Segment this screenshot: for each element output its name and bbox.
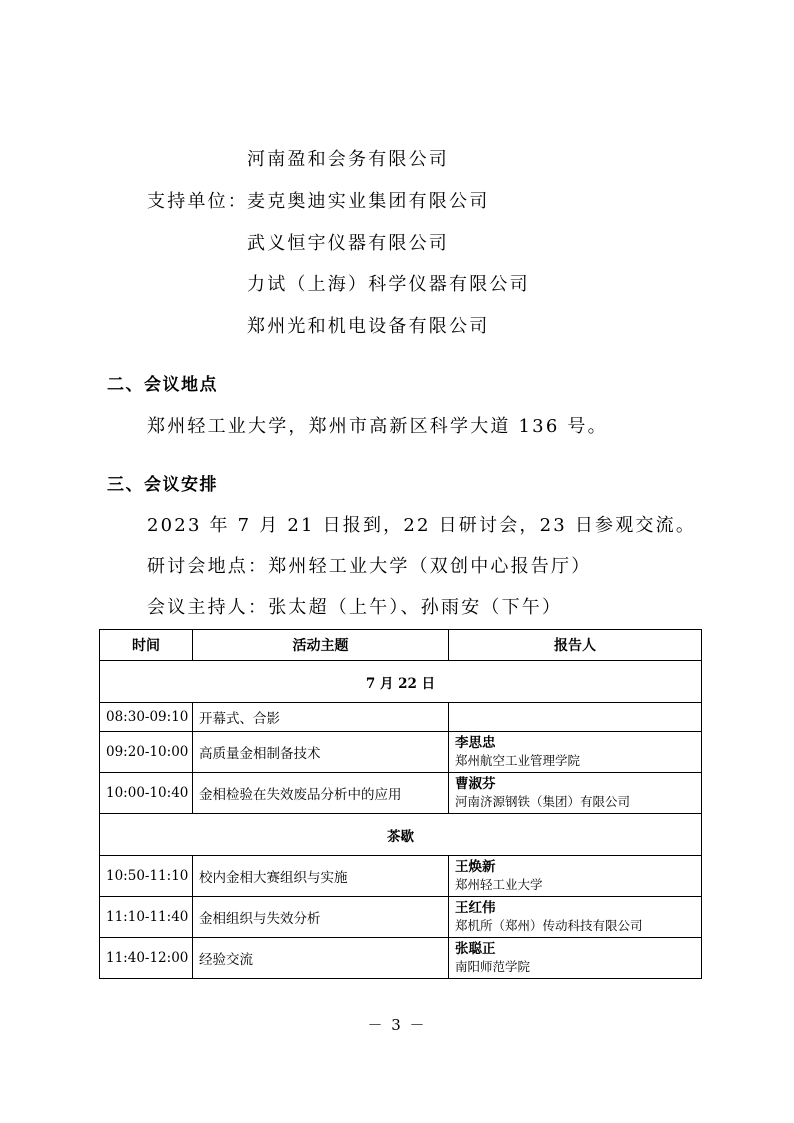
- day-label: 7 月 22 日: [100, 661, 702, 703]
- session-time: 08:30-09:10: [100, 703, 193, 732]
- support-label: 支持单位：: [147, 191, 248, 212]
- speaker-name: 张聪正: [455, 941, 496, 957]
- table-row: [100, 856, 702, 897]
- support-unit-3: 力试（上海）科学仪器有限公司: [247, 274, 530, 295]
- session-topic: 校内金相大赛组织与实施: [193, 856, 449, 897]
- agenda-table: [99, 629, 702, 979]
- table-row: [100, 732, 702, 773]
- session-speaker-cell: [449, 703, 702, 732]
- session-speaker-cell: [449, 732, 702, 773]
- session-topic: 金相组织与失效分析: [193, 897, 449, 938]
- meeting-hosts: 会议主持人：张太超（上午）、孙雨安（下午）: [147, 597, 563, 618]
- session-speaker-cell: [449, 897, 702, 938]
- organizer-line: 河南盈和会务有限公司: [247, 149, 449, 170]
- seminar-location: 研讨会地点：郑州轻工业大学（双创中心报告厅）: [147, 556, 592, 577]
- session-topic: 金相检验在失效废品分析中的应用: [193, 773, 449, 814]
- page-number: － 3 －: [367, 1016, 427, 1034]
- table-row: [100, 703, 702, 732]
- session-time: 10:50-11:10: [100, 856, 193, 897]
- table-row: [100, 897, 702, 938]
- header-speaker: 报告人: [449, 630, 702, 661]
- speaker-affiliation: 郑州航空工业管理学院: [455, 753, 581, 768]
- speaker-affiliation: 南阳师范学院: [455, 959, 531, 974]
- venue-text: 郑州轻工业大学，郑州市高新区科学大道 136 号。: [147, 416, 608, 437]
- session-topic: 高质量金相制备技术: [193, 732, 449, 773]
- session-topic: 经验交流: [193, 938, 449, 979]
- speaker-affiliation: 郑州轻工业大学: [455, 877, 543, 892]
- session-time: 11:40-12:00: [100, 938, 193, 979]
- table-row: [100, 773, 702, 814]
- tea-break-label: 茶歇: [100, 814, 702, 856]
- table-row: [100, 938, 702, 979]
- speaker-affiliation: 河南济源钢铁（集团）有限公司: [455, 794, 631, 809]
- speaker-name: 王焕新: [455, 859, 496, 875]
- session-speaker-cell: [449, 773, 702, 814]
- tea-break-row: [100, 814, 702, 856]
- speaker-name: 王红伟: [455, 900, 496, 916]
- session-time: 11:10-11:40: [100, 897, 193, 938]
- session-topic: 开幕式、合影: [193, 703, 449, 732]
- support-unit-4: 郑州光和机电设备有限公司: [247, 316, 490, 337]
- session-speaker-cell: [449, 938, 702, 979]
- day-row: [100, 661, 702, 703]
- speaker-affiliation: 郑机所（郑州）传动科技有限公司: [455, 918, 643, 933]
- session-time: 10:00-10:40: [100, 773, 193, 814]
- schedule-dates: 2023 年 7 月 21 日报到，22 日研讨会，23 日参观交流。: [147, 515, 697, 536]
- section-heading-venue: 二、会议地点: [107, 375, 218, 395]
- table-header-row: [100, 630, 702, 661]
- session-time: 09:20-10:00: [100, 732, 193, 773]
- support-unit-2: 武义恒宇仪器有限公司: [247, 233, 449, 254]
- session-speaker-cell: [449, 856, 702, 897]
- section-heading-schedule: 三、会议安排: [107, 475, 218, 495]
- support-unit-1: 麦克奥迪实业集团有限公司: [247, 191, 490, 212]
- header-topic: 活动主题: [193, 630, 449, 661]
- speaker-name: 曹淑芬: [455, 776, 496, 792]
- header-time: 时间: [100, 630, 193, 661]
- speaker-name: 李思忠: [455, 735, 496, 751]
